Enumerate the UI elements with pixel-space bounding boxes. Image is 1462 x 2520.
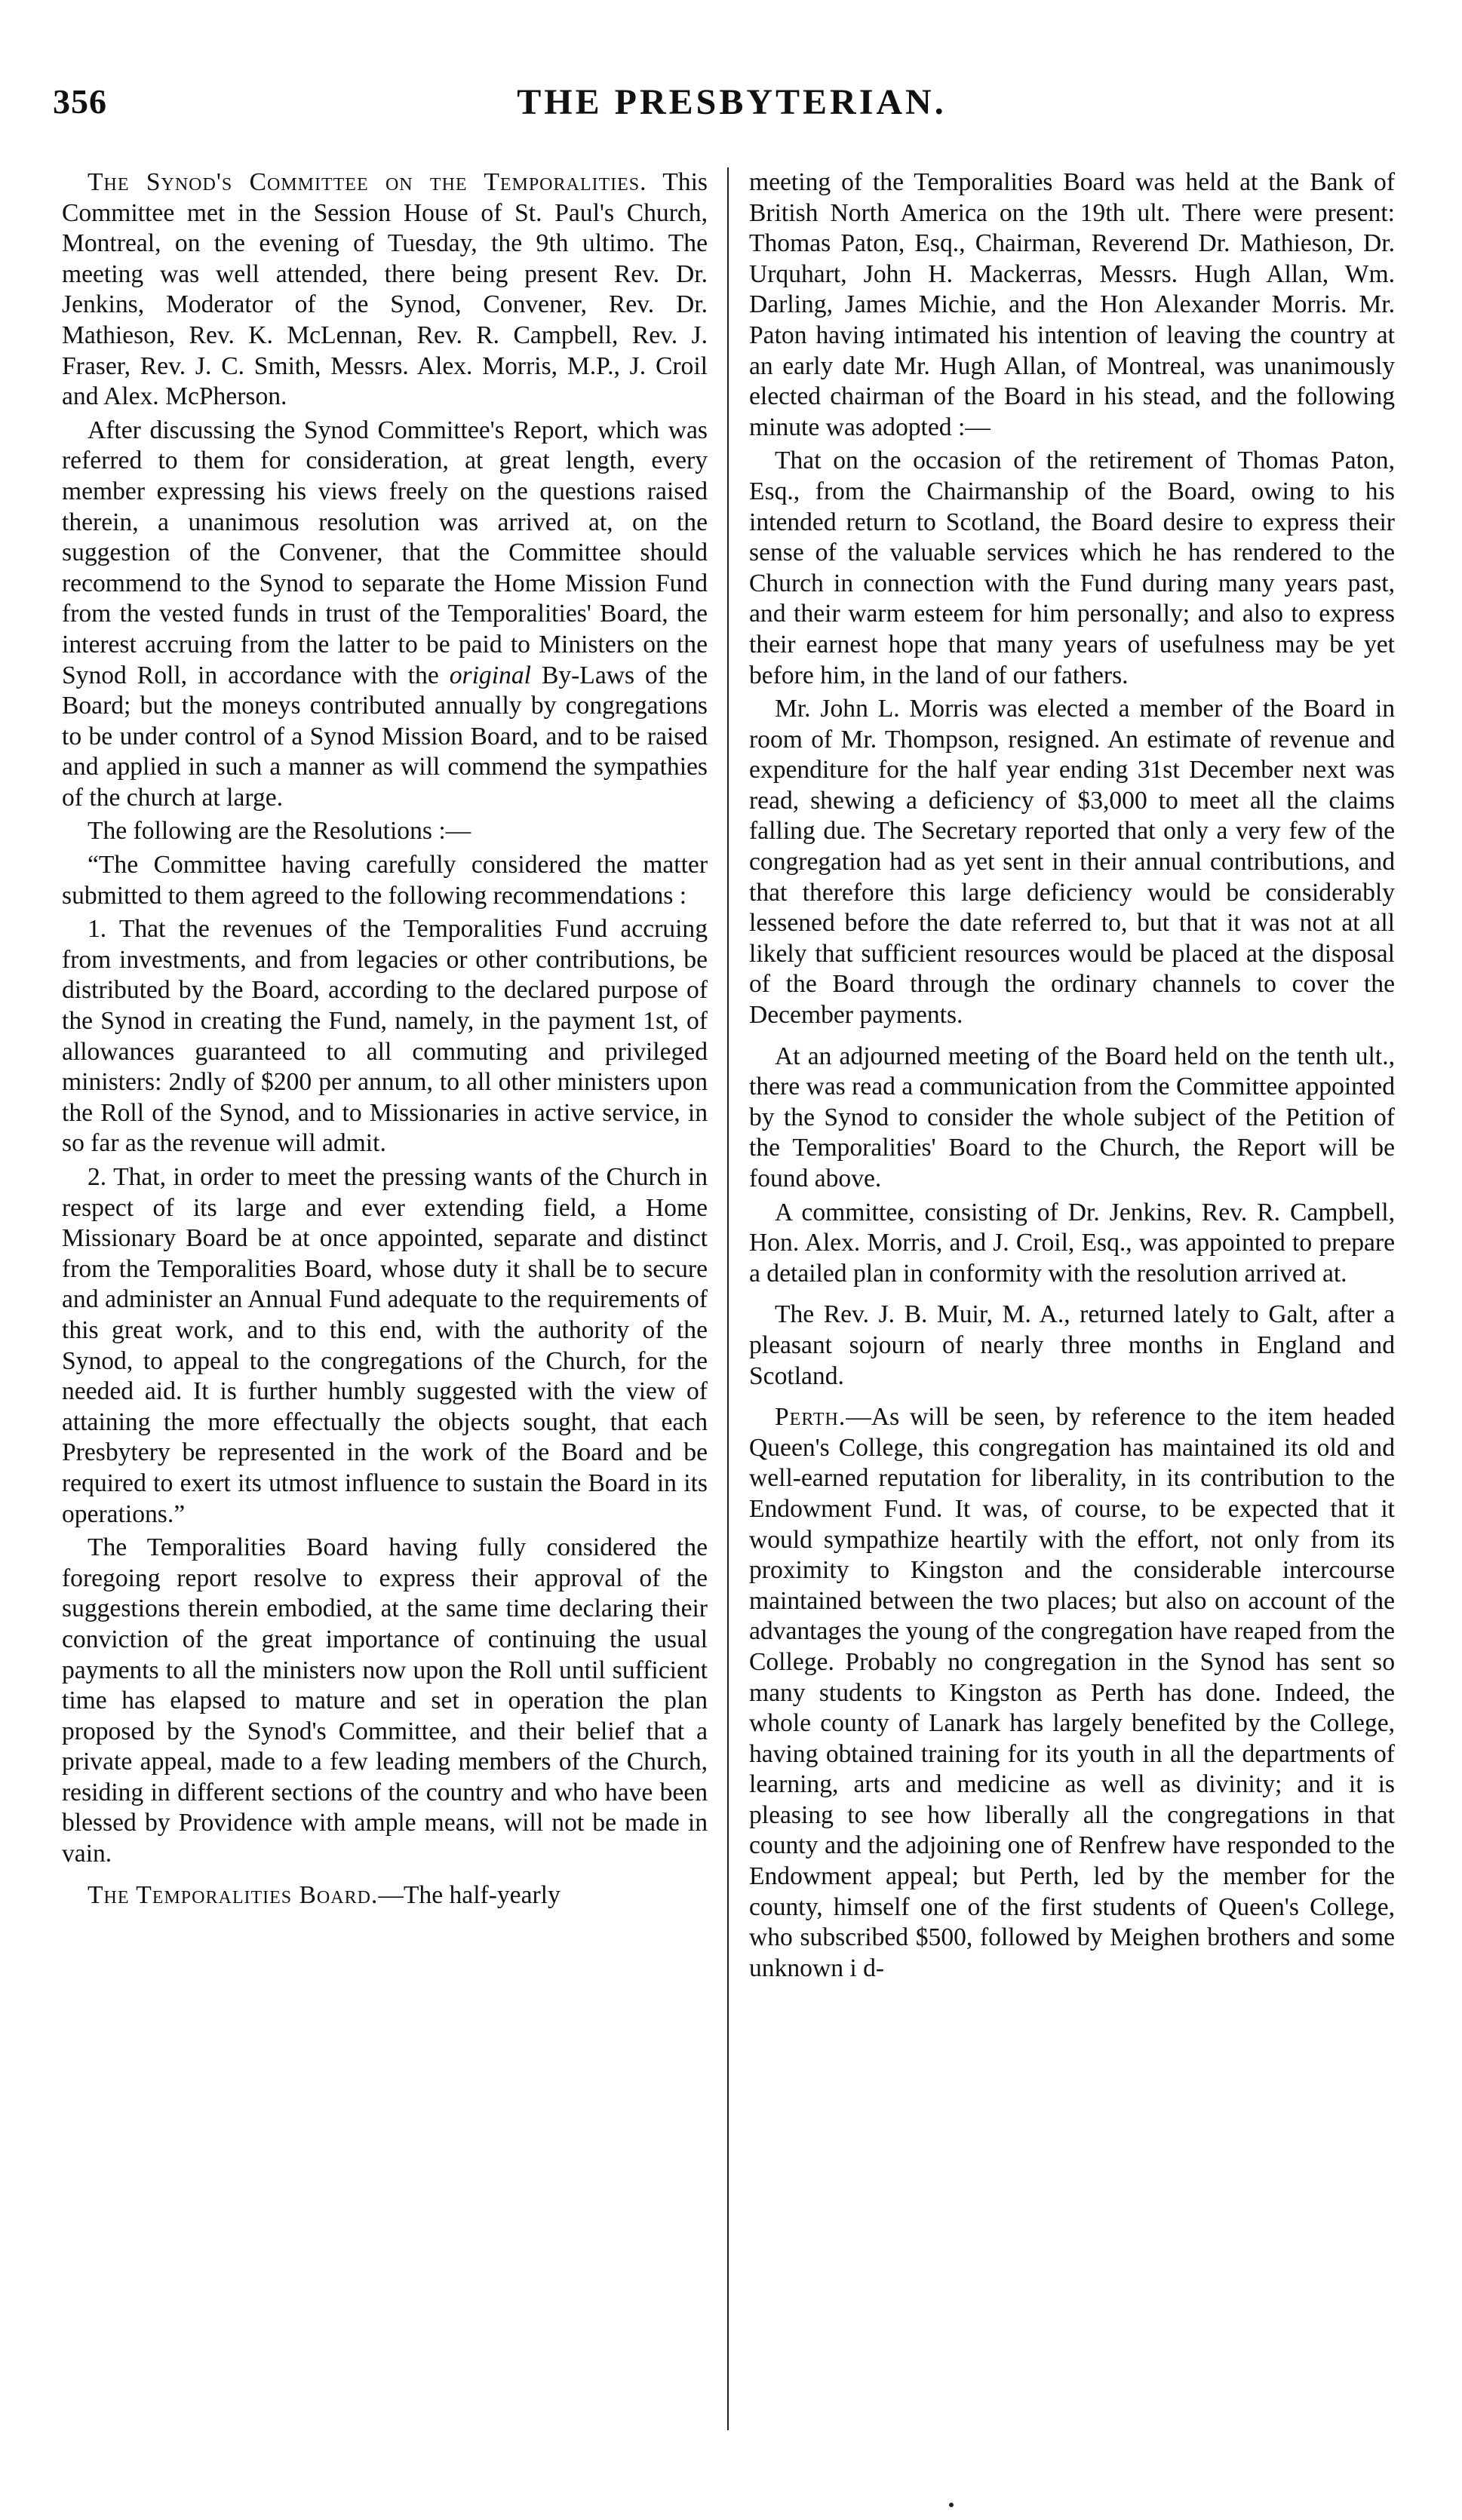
right-column <box>749 167 1395 1987</box>
italic-word: original <box>449 661 531 689</box>
paragraph-text: By-Laws of the Board; but the moneys contributed annually by congregations to be under control of a Synod Mission Board, and to be raised and applied in such a manner as will commend the sympathies of the church at large. <box>62 661 708 812</box>
resolutions-quote-intro: “The Committee having carefully considered the matter submitted to them agreed to the following recommendations : <box>62 851 708 910</box>
paragraph-text: After discussing the Synod Committee's Report, which was referred to them for consideration, at great length, every member expressing his views freely on the questions raised therein, a unanimous resolution was arrived at, on the suggestion of the Convener, that the Committee should recommend to the Synod to separate the Home Mission Fund from the vested funds in trust of the Temporalities' Board, the interest accruing from the latter to be paid to Ministers on the Synod Roll, in accordance with the <box>62 416 708 689</box>
board-response-paragraph: The Temporalities Board having fully considered the foregoing report resolve to express their approval of the suggestions therein embodied, at the same time declaring their conviction of the great importance of continuing the usual payments to all the ministers now upon the Roll until sufficient time has elapsed to mature and set in operation the plan proposed by the Synod's Committee, and their belief that a private appeal, made to a few leading members of the Church, residing in different sections of the country and who have been blessed by Providence with ample means, will not be made in vain. <box>62 1533 708 1868</box>
resolution-two: 2. That, in order to meet the pressing wants of the Church in respect of its large and ever extending field, a Home Missionary Board be at once appointed, separate and distinct from the Temporalities Board, whose duty it shall be to secure and administer an Annual Fund adequate to the requirements of this great work, and to this end, with the authority of the Synod, to appeal to the congregations of the Church, for the needed aid. It is further humbly suggested with the view of attaining the more effectually the objects sought, that each Presbytery be represented in the work of the Board and be required to exert its utmost influence to sustain the Board in its operations.” <box>62 1163 708 1528</box>
deficiency-paragraph: Mr. John L. Morris was elected a member of the Board in room of Mr. Thompson, resigned. An estimate of revenue and expenditure for the half year ending 31st December next was read, shewing a deficiency of $3,000 to meet all the claims falling due. The Secretary reported that only a very few of the congregation had as yet sent in their annual contributions, and that therefore this large deficiency would be considerably lessened before the date referred to, but that it was not at all likely that sufficient resources would be placed at the disposal of the Board through the ordinary channels to cover the December payments. <box>749 695 1395 1030</box>
section-heading: The Synod's Committee on the Temporalities. <box>88 168 647 196</box>
paragraph-text: —As will be seen, by reference to the item headed Queen's College, this congregation has maintained its old and well-earned reputation for liberality, in its contribution to the Endowment Fund. It was, of course, to be expected that it would sympathize heartily with the effort, not only from its proximity to Kingston and the considerable intercourse maintained between the two places; but also on account of the advantages the young of the congregation have reaped from the College. Probably no congregation in the Synod has sent so many students to Kingston as Perth has done. Indeed, the whole county of Lanark has largely benefited by the College, having obtained training for its youth in all the departments of learning, arts and medicine as well as divinity; and it is pleasing to see how liberally all the congregations in that county and the adjoining one of Renfrew have responded to the Endowment appeal; but Perth, led by the member for the county, himself one of the first students of Queen's College, who subscribed $500, followed by Meighen brothers and some unknown i d- <box>749 1403 1395 1982</box>
section-heading: Perth. <box>775 1403 846 1432</box>
left-column <box>62 167 708 1914</box>
synod-committee-paragraph <box>62 167 708 413</box>
paragraph-text: This Committee met in the Session House of St. Paul's Church, Montreal, on the evening of Tuesday, the 9th ultimo. The meeting was well attended, there being present Rev. Dr. Jenkins, Moderator of the Synod, Convener, Rev. Dr. Mathieson, Rev. K. McLennan, Rev. R. Campbell, Rev. J. Fraser, Rev. J. C. Smith, Messrs. Alex. Morris, M.P., J. Croil and Alex. McPherson. <box>62 168 708 411</box>
perth-paragraph <box>749 1402 1395 1984</box>
print-speck <box>949 2503 954 2507</box>
section-heading: The Temporalities Board. <box>88 1880 379 1909</box>
page-number: 356 <box>53 82 107 121</box>
page-header <box>53 81 1411 134</box>
journal-title: THE PRESBYTERIAN. <box>517 82 947 122</box>
temporalities-board-paragraph <box>62 1880 708 1911</box>
resolutions-intro: The following are the Resolutions :— <box>88 817 471 846</box>
paragraph-text: —The half-yearly <box>378 1880 561 1909</box>
committee-appointed-paragraph: A committee, consisting of Dr. Jenkins, Rev. R. Campbell, Hon. Alex. Morris, and J. Croil, Esq., was appointed to prepare a detailed plan in conformity with the resolution arrived at. <box>749 1198 1395 1288</box>
discussion-paragraph <box>62 416 708 814</box>
muir-return-paragraph: The Rev. J. B. Muir, M. A., returned lately to Galt, after a pleasant sojourn of nearly three months in England and Scotland. <box>749 1300 1395 1390</box>
column-divider <box>727 167 729 2430</box>
board-meeting-paragraph: meeting of the Temporalities Board was held at the Bank of British North America on the 19th ult. There were present: Thomas Paton, Esq., Chairman, Reverend Dr. Mathieson, Dr. Urquhart, John H. Mackerras, Messrs. Hugh Allan, Wm. Darling, James Michie, and the Hon Alexander Morris. Mr. Paton having intimated his intention of leaving the country at an early date Mr. Hugh Allan, of Montreal, was unanimously elected chairman of the Board in his stead, and the following minute was adopted :— <box>749 168 1395 441</box>
minute-paragraph: That on the occasion of the retirement of Thomas Paton, Esq., from the Chairmanship of the Board, owing to his intended return to Scotland, the Board desire to express their sense of the valuable services which he has rendered to the Church in connection with the Fund during many years past, and their warm esteem for him personally; and also to express their earnest hope that many years of usefulness may be yet before him, in the land of our fathers. <box>749 447 1395 689</box>
adjourned-meeting-paragraph: At an adjourned meeting of the Board held on the tenth ult., there was read a communication from the Committee appointed by the Synod to consider the whole subject of the Petition of the Temporalities' Board to the Church, the Report will be found above. <box>749 1042 1395 1192</box>
resolution-one: 1. That the revenues of the Temporalities Fund accruing from investments, and from legacies or other contributions, be distributed by the Board, according to the declared purpose of the Synod in creating the Fund, namely, in the payment 1st, of allowances guaranteed to all commuting and privileged ministers: 2ndly of $200 per annum, to all other ministers upon the Roll of the Synod, and to Missionaries in active service, in so far as the revenue will admit. <box>62 915 708 1158</box>
